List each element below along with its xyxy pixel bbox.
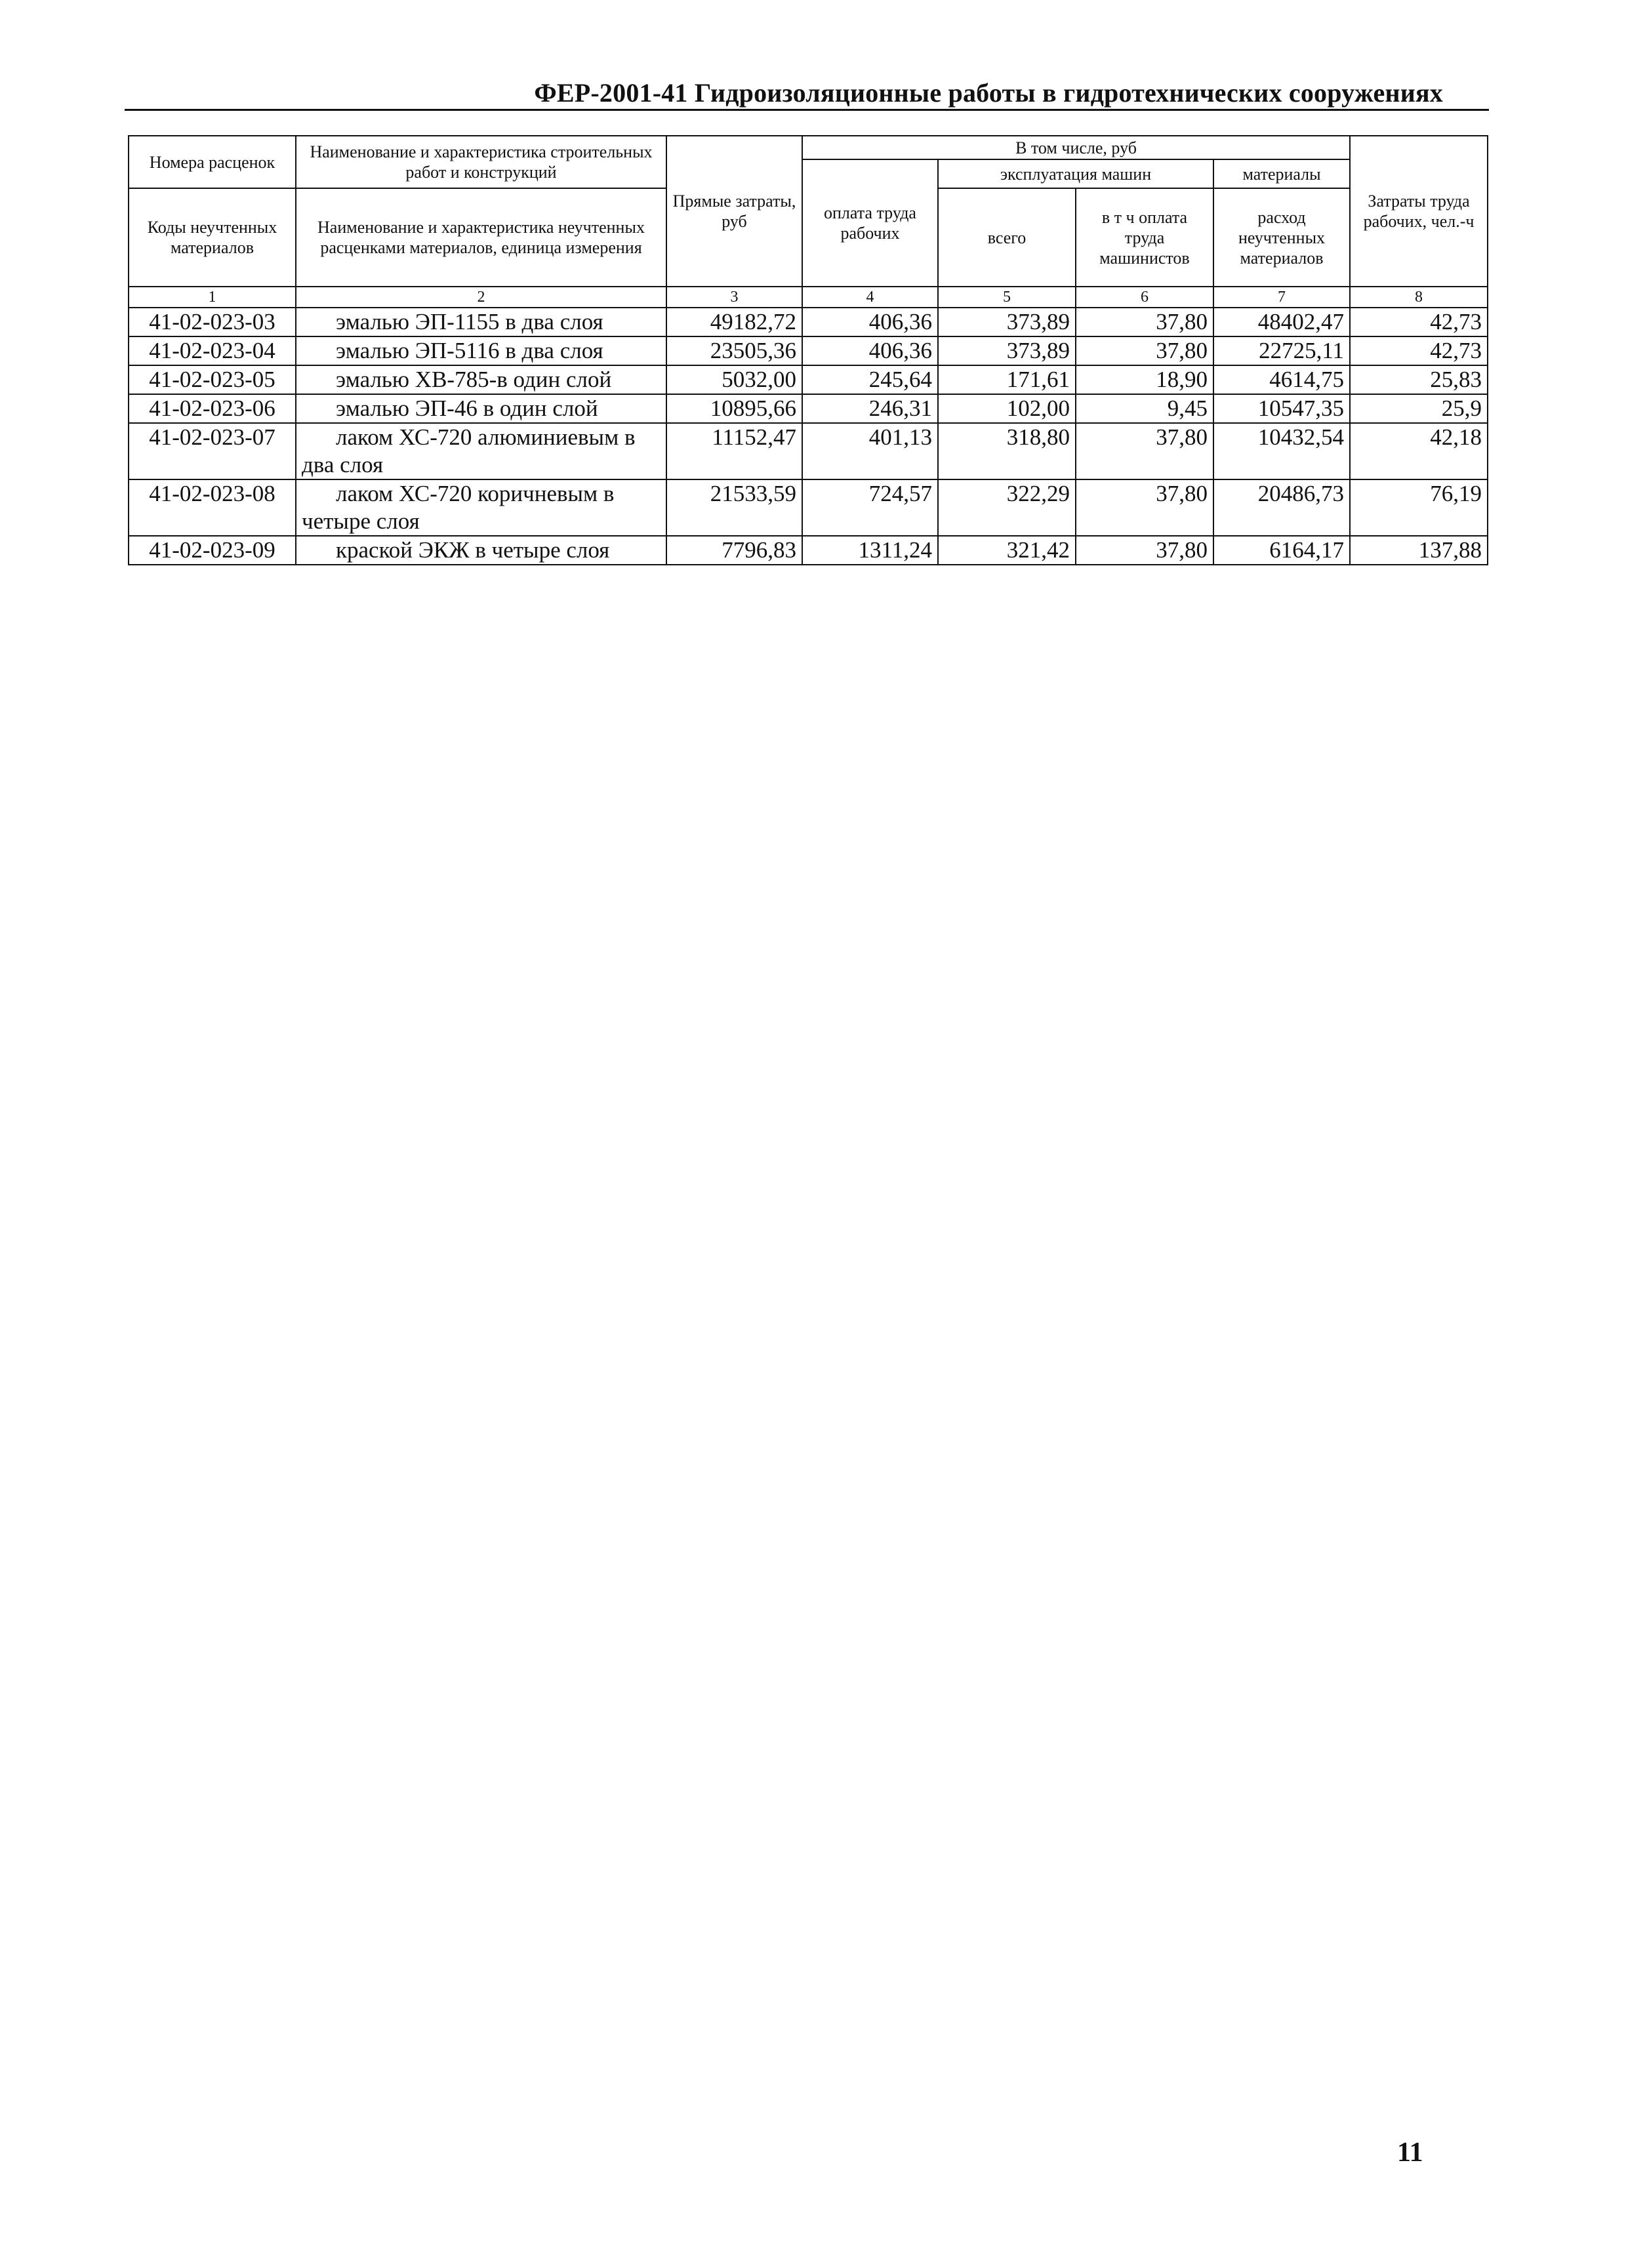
worker-pay-value: 246,31 xyxy=(802,394,938,423)
materials-value: 10432,54 xyxy=(1213,423,1350,479)
table-row xyxy=(129,308,1488,336)
direct-costs-value: 49182,72 xyxy=(666,308,802,336)
header-direct-costs: Прямые затраты, руб xyxy=(666,136,802,287)
header-rate-numbers: Номера расценок xyxy=(129,136,296,188)
rate-code: 41-02-023-05 xyxy=(129,365,296,394)
rate-code: 41-02-023-03 xyxy=(129,308,296,336)
materials-value: 10547,35 xyxy=(1213,394,1350,423)
worker-pay-value: 1311,24 xyxy=(802,536,938,565)
machinist-pay-value: 37,80 xyxy=(1076,308,1213,336)
worker-pay-value: 401,13 xyxy=(802,423,938,479)
direct-costs-value: 11152,47 xyxy=(666,423,802,479)
table-row xyxy=(129,479,1488,536)
direct-costs-value: 10895,66 xyxy=(666,394,802,423)
table-row xyxy=(129,365,1488,394)
labor-value: 76,19 xyxy=(1350,479,1488,536)
materials-value: 48402,47 xyxy=(1213,308,1350,336)
column-number: 2 xyxy=(296,287,666,308)
rate-code: 41-02-023-09 xyxy=(129,536,296,565)
column-number: 8 xyxy=(1350,287,1488,308)
worker-pay-value: 724,57 xyxy=(802,479,938,536)
rate-name: эмалью ЭП-46 в один слой xyxy=(296,394,666,423)
labor-value: 42,73 xyxy=(1350,308,1488,336)
table-row xyxy=(129,394,1488,423)
header-labor-costs: Затраты труда рабочих, чел.-ч xyxy=(1350,136,1488,287)
materials-value: 20486,73 xyxy=(1213,479,1350,536)
worker-pay-value: 406,36 xyxy=(802,308,938,336)
column-number: 6 xyxy=(1076,287,1213,308)
table-row xyxy=(129,536,1488,565)
header-material-codes: Коды неучтенных материалов xyxy=(129,188,296,287)
machines-value: 373,89 xyxy=(938,336,1076,365)
header-machinist-pay: в т ч оплата труда машинистов xyxy=(1076,188,1213,287)
labor-value: 25,9 xyxy=(1350,394,1488,423)
header-rate-name: Наименование и характеристика строительных работ и конструкций xyxy=(296,136,666,188)
rate-name: лаком ХС-720 алюминиевым в два слоя xyxy=(296,423,666,479)
page-title: ФЕР-2001-41 Гидроизоляционные работы в гидротехнических сооружениях xyxy=(534,78,1443,108)
machinist-pay-value: 18,90 xyxy=(1076,365,1213,394)
header-machine-operation: эксплуатация машин xyxy=(938,159,1213,188)
machinist-pay-value: 37,80 xyxy=(1076,536,1213,565)
rate-code: 41-02-023-07 xyxy=(129,423,296,479)
worker-pay-value: 245,64 xyxy=(802,365,938,394)
header-material-name: Наименование и характеристика неучтенных расценками материалов, единица измерения xyxy=(296,188,666,287)
machines-value: 321,42 xyxy=(938,536,1076,565)
machinist-pay-value: 37,80 xyxy=(1076,479,1213,536)
header-materials: материалы xyxy=(1213,159,1350,188)
column-number: 1 xyxy=(129,287,296,308)
column-number: 5 xyxy=(938,287,1076,308)
rate-code: 41-02-023-08 xyxy=(129,479,296,536)
machines-value: 102,00 xyxy=(938,394,1076,423)
rate-name: эмалью ЭП-5116 в два слоя xyxy=(296,336,666,365)
table-row xyxy=(129,423,1488,479)
materials-value: 6164,17 xyxy=(1213,536,1350,565)
machines-value: 171,61 xyxy=(938,365,1076,394)
rate-name: эмалью ХВ-785-в один слой xyxy=(296,365,666,394)
column-number: 4 xyxy=(802,287,938,308)
labor-value: 42,73 xyxy=(1350,336,1488,365)
rate-code: 41-02-023-06 xyxy=(129,394,296,423)
page-number: 11 xyxy=(1397,2137,1423,2168)
direct-costs-value: 21533,59 xyxy=(666,479,802,536)
table-row xyxy=(129,336,1488,365)
labor-value: 137,88 xyxy=(1350,536,1488,565)
rate-name: эмалью ЭП-1155 в два слоя xyxy=(296,308,666,336)
materials-value: 4614,75 xyxy=(1213,365,1350,394)
title-rule xyxy=(125,109,1489,111)
header-worker-pay: оплата труда рабочих xyxy=(802,159,938,287)
column-number: 3 xyxy=(666,287,802,308)
rate-name: краской ЭКЖ в четыре слоя xyxy=(296,536,666,565)
rate-code: 41-02-023-04 xyxy=(129,336,296,365)
header-including: В том числе, руб xyxy=(802,136,1350,159)
machines-value: 373,89 xyxy=(938,308,1076,336)
direct-costs-value: 23505,36 xyxy=(666,336,802,365)
machinist-pay-value: 9,45 xyxy=(1076,394,1213,423)
labor-value: 42,18 xyxy=(1350,423,1488,479)
worker-pay-value: 406,36 xyxy=(802,336,938,365)
labor-value: 25,83 xyxy=(1350,365,1488,394)
header-machines-total: всего xyxy=(938,188,1076,287)
direct-costs-value: 7796,83 xyxy=(666,536,802,565)
machinist-pay-value: 37,80 xyxy=(1076,423,1213,479)
rates-table xyxy=(128,135,1488,565)
materials-value: 22725,11 xyxy=(1213,336,1350,365)
rate-name: лаком ХС-720 коричневым в четыре слоя xyxy=(296,479,666,536)
machinist-pay-value: 37,80 xyxy=(1076,336,1213,365)
direct-costs-value: 5032,00 xyxy=(666,365,802,394)
machines-value: 318,80 xyxy=(938,423,1076,479)
machines-value: 322,29 xyxy=(938,479,1076,536)
header-materials-consumption: расход неучтенных материалов xyxy=(1213,188,1350,287)
column-number: 7 xyxy=(1213,287,1350,308)
